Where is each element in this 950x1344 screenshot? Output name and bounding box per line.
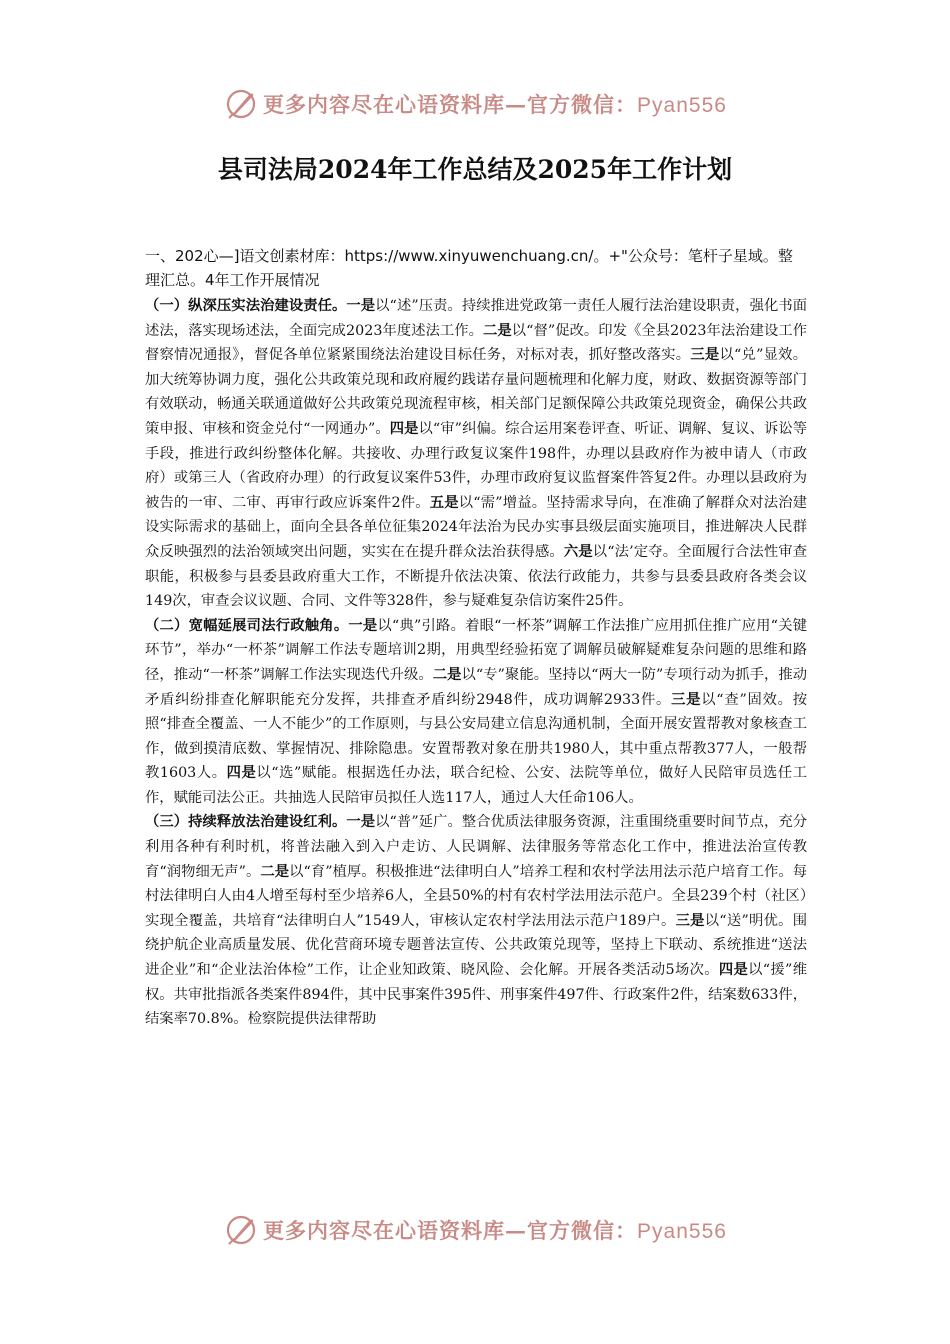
watermark-text: 更多内容尽在心语资料库—官方微信：Pyan556 <box>263 1218 727 1243</box>
watermark-text: 更多内容尽在心语资料库—官方微信：Pyan556 <box>263 92 727 117</box>
section-heading: （三）持续释放法治建设红利。 <box>145 814 347 831</box>
section-1-paragraph: （一）纵深压实法治建设责任。一是以“述”压责。持续推进党政第一责任人履行法治建设职责，强化书面述法，落实现场述法，全面完成2023年度述法工作。二是以“督”促改。印发《全县2023年法治建设工作督察情况通报》，督促各单位紧紧围绕法治建设目标任务，对标对表，抓好整改落实。三是以“兑”显效。加大统筹协调力度，强化公共政策兑现和政府履约践诺存量问题梳理和化解力度，财政、数据资源等部门有效联动，畅通关联通道做好公共政策兑现流程审核，相关部门足额保障公共政策兑现资金，确保公共政策申报、审核和资金兑付“一网通办”。四是以“审”纠偏。综合运用案卷评查、听证、调解、复议、诉讼等手段，推进行政纠纷整体化解。共接收、办理行政复议案件198件，办理以县政府作为被申请人（市政府）或第三人（省政府办理）的行政复议案件53件，办理市政府复议监督案件答复2件。办理以县政府为被告的一审、二审、再审行政应诉案件2件。五是以“需”增益。坚持需求导向，在准确了解群众对法治建设实际需求的基础上，面向全县各单位征集2024年法治为民办实事县级层面实施项目，推进解决人民群众反映强烈的法治领域突出问题，实实在在提升群众法治获得感。六是以“法’定夺。全面履行合法性审查职能，积极参与县委县政府重大工作，不断提升依法决策、依法行政能力，共参与县委县政府各类会议149次，审查会议议题、合同、文件等328件，参与疑难复杂信访案件25件。 <box>145 298 808 610</box>
document-title: 县司法局2024年工作总结及2025年工作计划 <box>217 155 733 184</box>
section-heading: （一）纵深压实法治建设责任。 <box>145 298 347 314</box>
quill-logo-icon <box>223 1212 259 1248</box>
section-3-paragraph: （三）持续释放法治建设红利。一是以“普”延广。整合优质法律服务资源，注重围绕重要时间节点，充分利用各种有利时机，将普法融入到入户走访、人民调解、法律服务等常态化工作中，推进法治宣传教育“润物细无声”。二是以“育”植厚。积极推进“法律明白人”培养工程和农村学法用法示范户培育工作。每村法律明白人由4人增至每村至少培养6人，全县50%的村有农村学法用法示范户。全县239个村（社区）实现全覆盖，共培育“法律明白人”1549人，审核认定农村学法用法示范户189户。三是以“送”明优。围绕护航企业高质量发展、优化营商环境专题普法宣传、公共政策兑现等，坚持上下联动、系统推进“送法进企业”和“企业法治体检”工作，让企业知政策、晓风险、会化解。开展各类活动5场次。四是以“援”维权。共审批指派各类案件894件，其中民事案件395件、刑事案件497件、行政案件2件，结案数633件，结案率70.8%。检察院提供法律帮助 <box>145 814 808 1028</box>
quill-logo-icon <box>223 86 259 122</box>
watermark-footer <box>0 1210 950 1250</box>
watermark-header <box>0 84 950 124</box>
document-body <box>145 244 807 1032</box>
watermark-wechat-id: Pyan556 <box>637 1220 727 1243</box>
section-2-paragraph: （二）宽幅延展司法行政触角。一是以“典”引路。着眼“一杯茶”调解工作法推广应用抓住推广应用“关键环节”，举办“一杯茶”调解工作法专题培训2期，用典型经验拓宽了调解员破解疑难复杂问题的思维和路径，推动“一杯茶”调解工作法实现迭代升级。二是以“专”聚能。坚持以“两大一防”专项行动为抓手，推动矛盾纠纷排查化解职能充分发挥，共排查矛盾纠纷2948件，成功调解2933件。三是以“查”固效。按照“排查全覆盖、一人不能少”的工作原则，与县公安局建立信息沟通机制，全面开展安置帮教对象核查工作，做到摸清底数、掌握情况、排除隐患。安置帮教对象在册共1980人，其中重点帮教377人，一般帮教1603人。四是以“选”赋能。根据选任办法，联合纪检、公安、法院等单位，做好人民陪审员选任工作，赋能司法公正。共抽选人民陪审员拟任人选117人，通过人大任命106人。 <box>145 617 808 806</box>
intro-line: 一、202心—]语文创素材库：https://www.xinyuwenchuang.cn/。+"公众号：笔杆子星域。整理汇总。4年工作开展情况 <box>145 247 793 289</box>
watermark-wechat-id: Pyan556 <box>637 94 727 117</box>
section-heading: （二）宽幅延展司法行政触角。 <box>145 617 349 634</box>
